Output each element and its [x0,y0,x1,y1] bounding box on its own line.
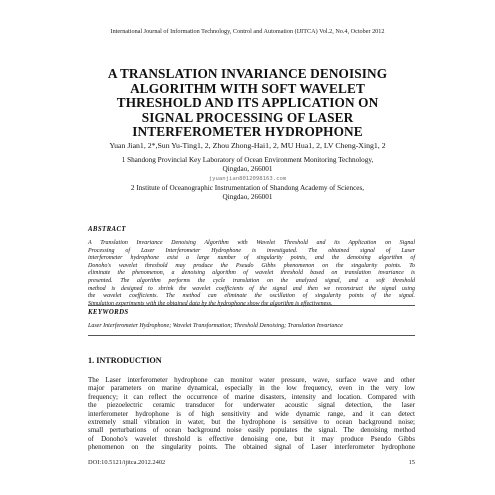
introduction-heading: 1. INTRODUCTION [88,356,162,365]
affiliation-2-name: 2 Institute of Oceanographic Instrumentation of Shandong Academy of Sciences, [130,184,365,192]
keywords-heading: KEYWORDS [88,309,129,316]
abstract-heading: ABSTRACT [88,226,126,233]
title-line: SIGNAL PROCESSING OF LASER [141,109,354,125]
abstract-line: method is designed to shrink the wavelet coefficients of the signal and then we reconstruct the signal using [88,285,415,292]
abstract-line: presented. The algorithm performs the cycle translation on the analyzed signal, and a soft threshold [88,277,415,284]
title-line: ALGORITHM WITH SOFT WAVELET [130,80,365,96]
section-divider [88,305,415,306]
abstract-line: interferometer hydrophone exist a large number of singularity points, and the denoising algorithm of [88,255,415,262]
paper-title [40,67,455,140]
intro-line: small perturbations of ocean background noise easily populates the signal. The denoising method [88,426,415,435]
abstract-line: the wavelet coefficients. The method can eliminate the oscillation of singularity points of the signal. [88,293,415,300]
abstract-line: Processing of Laser Interferometer Hydrophone is investigated. The obtained signal of Laser [88,247,415,254]
abstract-line: Donoho's wavelet threshold may produce the Pseudo Gibbs phenomenon on the singularity points. To [88,262,415,269]
intro-line: major parameters on marine dynamical, especially in the low frequency, even in the very low [88,384,415,393]
affiliation-2 [0,184,495,203]
title-line: A TRANSLATION INVARIANCE DENOISING [107,66,388,81]
introduction-body [88,376,415,452]
intro-line: the piezoelectric ceramic transducer for underwater acoustic signal detection, the laser [88,401,415,410]
page-number: 15 [408,459,415,466]
author-email: jyuanjian8012098163.com [208,175,287,182]
author-list: Yuan Jian1, 2*,Sun Yu-Ting1, 2, Zhou Zhong-Hai1, 2, MU Hua1, 2, LV Cheng-Xing1, 2 [109,141,386,150]
journal-header: International Journal of Information Technology, Control and Automation (IJITCA) Vol.2, No.4, October 2012 [110,28,385,35]
keywords-list: Laser Interferometer Hydrophone; Wavelet Transformation; Threshold Denoising; Translation Invariance [88,323,343,329]
abstract-line: Simulation experiments with the obtained data by the hydrophone show the algorithm is effectiveness. [88,300,333,307]
affiliation-1-city: Qingdao, 266001 [222,165,273,174]
affiliation-1-name: 1 Shandong Provincial Key Laboratory of Ocean Environment Monitoring Technology, [121,156,374,164]
title-line: INTERFEROMETER HYDROPHONE [132,124,363,140]
intro-line: of Donoho's wavelet threshold is effective denoising one, but it may produce Pseudo Gibbs [88,434,415,443]
abstract-line: A Translation Invariance Denoising Algorithm with Wavelet Threshold and its Application on Signal [88,240,415,246]
doi-link[interactable]: DOI:10.5121/ijitca.2012.2402 [88,459,166,466]
intro-line: extremely small vibration in water, but the hydrophone is sensitive to ocean background noise; [88,418,415,427]
title-line: THRESHOLD AND ITS APPLICATION ON [116,95,379,111]
intro-line: interferometer hydrophone is of high sensitivity and wide dynamic range, and it can detect [88,409,415,418]
intro-line: frequency; it can reflect the occurrence of marine disasters, intensity and location. Compared with [88,392,415,401]
section-divider [88,335,415,336]
intro-line: The Laser interferometer hydrophone can monitor water pressure, wave, surface wave and other [88,376,415,384]
abstract-line: eliminate the phenomenon, a denoising algorithm of wavelet threshold based on translation invariance is [88,270,415,277]
affiliation-2-city: Qingdao, 266001 [222,193,273,202]
affiliation-1 [0,156,495,184]
abstract-body [88,240,415,308]
intro-line: phenomenon on the singularity points. The obtained signal of Laser interferometer hydrophone [88,443,415,452]
